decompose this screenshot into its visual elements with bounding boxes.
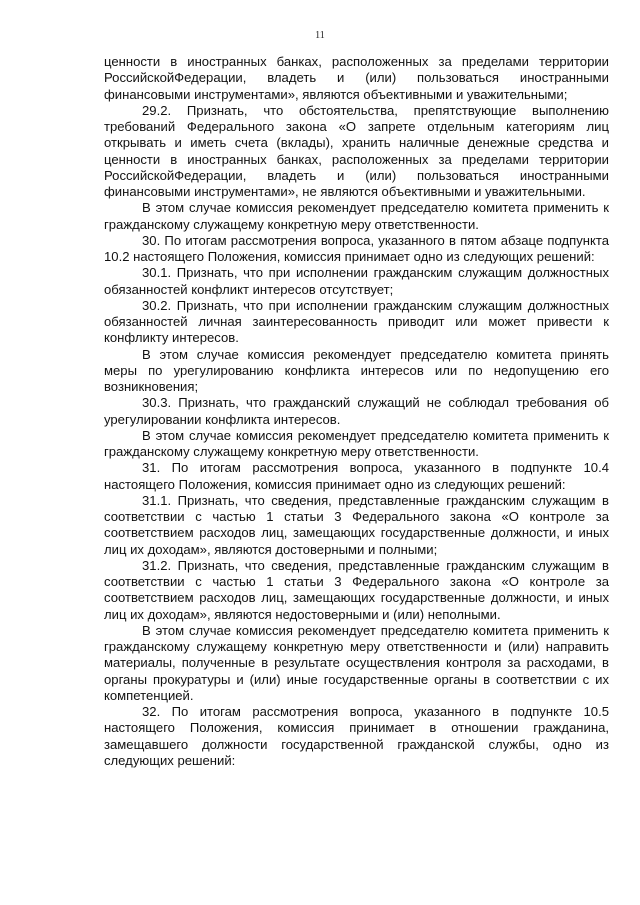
paragraph-31: 31. По итогам рассмотрения вопроса, указанного в подпункте 10.4 настоящего Положения, комиссия принимает одно из следующих решений: — [104, 460, 609, 492]
paragraph-31-2-note: В этом случае комиссия рекомендует председателю комитета применить к гражданскому служащему конкретную меру ответственности и (или) направить материалы, полученные в результате осуществления контроля за расходами, в органы прокуратуры и (или) иные государственные органы в соответствии с их компетенцией. — [104, 622, 609, 703]
document-body — [104, 54, 609, 769]
paragraph-31-1: 31.1. Признать, что сведения, представленные гражданским служащим в соответствии с частью 1 статьи 3 Федерального закона «О контроле за соответствием расходов лиц, замещающих государственные должности, и иных лиц их доходам», являются достоверными и полными; — [104, 492, 609, 557]
paragraph-29-2: 29.2. Признать, что обстоятельства, препятствующие выполнению требований Федерального закона «О запрете отдельным категориям лиц открывать и иметь счета (вклады), хранить наличные денежные средства и ценности в иностранных банках, расположенных за пределами территории РоссийскойФедерации, владеть и (или) пользоваться иностранными финансовыми инструментами», не являются объективными и уважительными. — [104, 102, 609, 199]
page-number: 11 — [315, 30, 325, 41]
paragraph-continuation: ценности в иностранных банках, расположенных за пределами территории РоссийскойФедерации, владеть и (или) пользоваться иностранными финансовыми инструментами», являются объективными и уважительными; — [104, 54, 609, 102]
paragraph-29-note: В этом случае комиссия рекомендует председателю комитета применить к гражданскому служащему конкретную меру ответственности. — [104, 200, 609, 232]
paragraph-30-2: 30.2. Признать, что при исполнении гражданским служащим должностных обязанностей личная заинтересованность приводит или может привести к конфликту интересов. — [104, 297, 609, 346]
paragraph-30-1: 30.1. Признать, что при исполнении гражданским служащим должностных обязанностей конфликт интересов отсутствует; — [104, 265, 609, 297]
paragraph-30-3: 30.3. Признать, что гражданский служащий не соблюдал требования об урегулировании конфликта интересов. — [104, 395, 609, 427]
paragraph-31-2: 31.2. Признать, что сведения, представленные гражданским служащим в соответствии с частью 1 статьи 3 Федерального закона «О контроле за соответствием расходов лиц, замещающих государственные должности, и иных лиц их доходам», являются недостоверными и (или) неполными. — [104, 557, 609, 622]
paragraph-30-2-note: В этом случае комиссия рекомендует председателю комитета принять меры по урегулированию конфликта интересов или по недопущению его возникновения; — [104, 346, 609, 394]
paragraph-30: 30. По итогам рассмотрения вопроса, указанного в пятом абзаце подпункта 10.2 настоящего Положения, комиссия принимает одно из следующих решений: — [104, 232, 609, 264]
paragraph-32: 32. По итогам рассмотрения вопроса, указанного в подпункте 10.5 настоящего Положения, комиссия принимает в отношении гражданина, замещавшего должности государственной гражданской службы, одно из следующих решений: — [104, 704, 609, 768]
paragraph-30-3-note: В этом случае комиссия рекомендует председателю комитета применить к гражданскому служащему конкретную меру ответственности. — [104, 427, 609, 459]
